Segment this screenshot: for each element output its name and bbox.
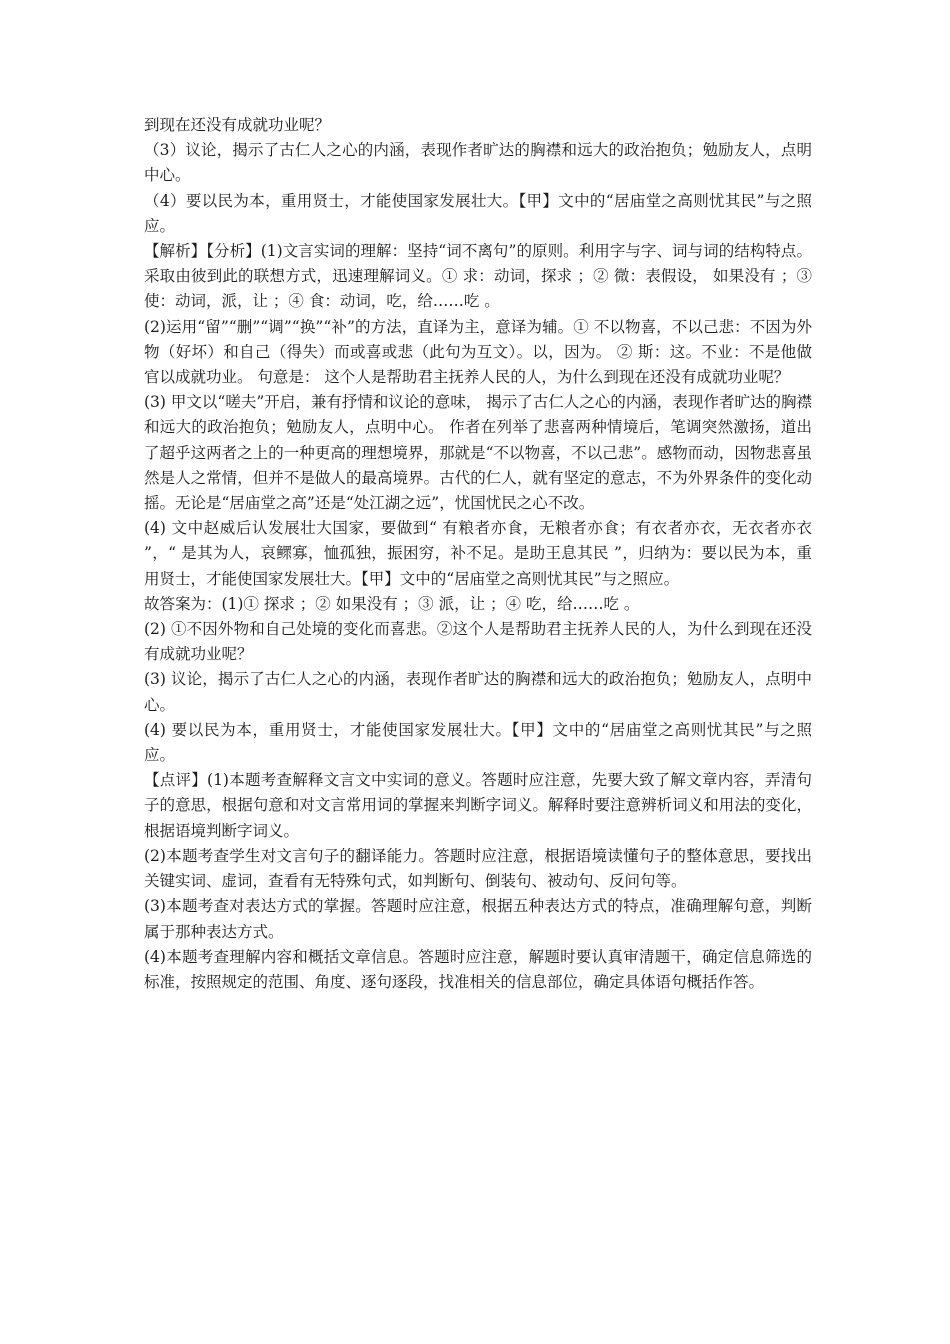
analysis-3: (3) 甲文以“嗟夫”开启，兼有抒情和议论的意味， 揭示了古仁人之心的内涵，表现作者旷达的胸襟和远大的政治抱负；勉励友人，点明中心。 作者在列举了悲喜两种情境后，笔调突然激扬，道出了超乎这两者之上的一种更高的理想境界，那就是“不以物喜，不以己悲”。感物而动，因物悲喜虽然是人之常情，但并不是做人的最高境界。古代的仁人，就有坚定的意志，不为外界条件的变化动摇。无论是“居庙堂之高”还是“处江湖之远”，忧国忧民之心不改。 <box>144 393 812 513</box>
analysis-2: (2)运用“留”“删”“调”“换”“补”的方法，直译为主，意译为辅。① 不以物喜，不以己悲：不因为外物（好坏）和自己（得失）而或喜或悲（此句为互文）。以，因为。 ② 斯：这。不业：不是他做官以成就功业。 句意是： 这个人是帮助君主抚养人民的人，为什么到现在还没有成就功业呢？ <box>144 317 812 387</box>
final-answer-1: 故答案为：(1)① 探求 ；② 如果没有 ；③ 派，让 ；④ 吃，给……吃 。 <box>144 594 640 613</box>
answer-continuation: 到现在还没有成就功业呢？ <box>144 116 331 134</box>
comment-3: (3)本题考查对表达方式的掌握。答题时应注意，根据五种表达方式的特点，准确理解句意，判断属于那种表达方式。 <box>144 897 812 941</box>
answer-3: （3）议论，揭示了古仁人之心的内涵，表现作者旷达的胸襟和远大的政治抱负；勉励友人，点明中心。 <box>144 141 812 185</box>
analysis-4: (4) 文中赵威后认发展壮大国家，要做到“ 有粮者亦食，无粮者亦食；有衣者亦衣，无衣者亦衣 ”，“ 是其为人，哀鳏寡，恤孤独，振困穷，补不足。是助王息其民 ”，归纳为：要以民为本，重用贤士，才能使国家发展壮大。【甲】文中的“居庙堂之高则忧其民”与之照应。 <box>144 519 812 588</box>
comment-4: (4)本题考查理解内容和概括文章信息。答题时应注意，解题时要认真审清题干，确定信息筛选的标准，按照规定的范围、角度、逐句逐段，找准相关的信息部位，确定具体语句概括作答。 <box>144 947 812 991</box>
final-answer-3: (3) 议论，揭示了古仁人之心的内涵，表现作者旷达的胸襟和远大的政治抱负；勉励友人，点明中心。 <box>144 670 812 714</box>
comment-1: 【点评】(1)本题考查解释文言文中实词的意义。答题时应注意，先要大致了解文章内容，弄清句子的意思，根据句意和对文言常用词的掌握来判断字词义。解释时要注意辨析词义和用法的变化，根据语境判断字词义。 <box>144 771 812 840</box>
analysis-1: 【解析】【分析】(1)文言实词的理解：坚持“词不离句”的原则。利用字与字、词与词的结构特点。采取由彼到此的联想方式，迅速理解词义。① 求：动词，探求 ；② 微：表假设， 如果没有 ；③ 使：动词，派，让 ；④ 食：动词，吃，给……吃 。 <box>144 242 812 311</box>
final-answer-2: (2) ①不因外物和自己处境的变化而喜悲。②这个人是帮助君主抚养人民的人，为什么到现在还没有成就功业呢？ <box>144 620 812 664</box>
answer-4: （4）要以民为本，重用贤士，才能使国家发展壮大。【甲】文中的“居庙堂之高则忧其民”与之照应。 <box>144 191 812 235</box>
final-answer-4: (4) 要以民为本，重用贤士，才能使国家发展壮大。【甲】文中的“居庙堂之高则忧其民”与之照应。 <box>144 720 812 765</box>
document-body <box>144 113 812 995</box>
comment-2: (2)本题考查学生对文言句子的翻译能力。答题时应注意，根据语境读懂句子的整体意思，要找出关键实词、虚词，查看有无特殊句式，如判断句、倒装句、被动句、反问句等。 <box>144 846 812 891</box>
